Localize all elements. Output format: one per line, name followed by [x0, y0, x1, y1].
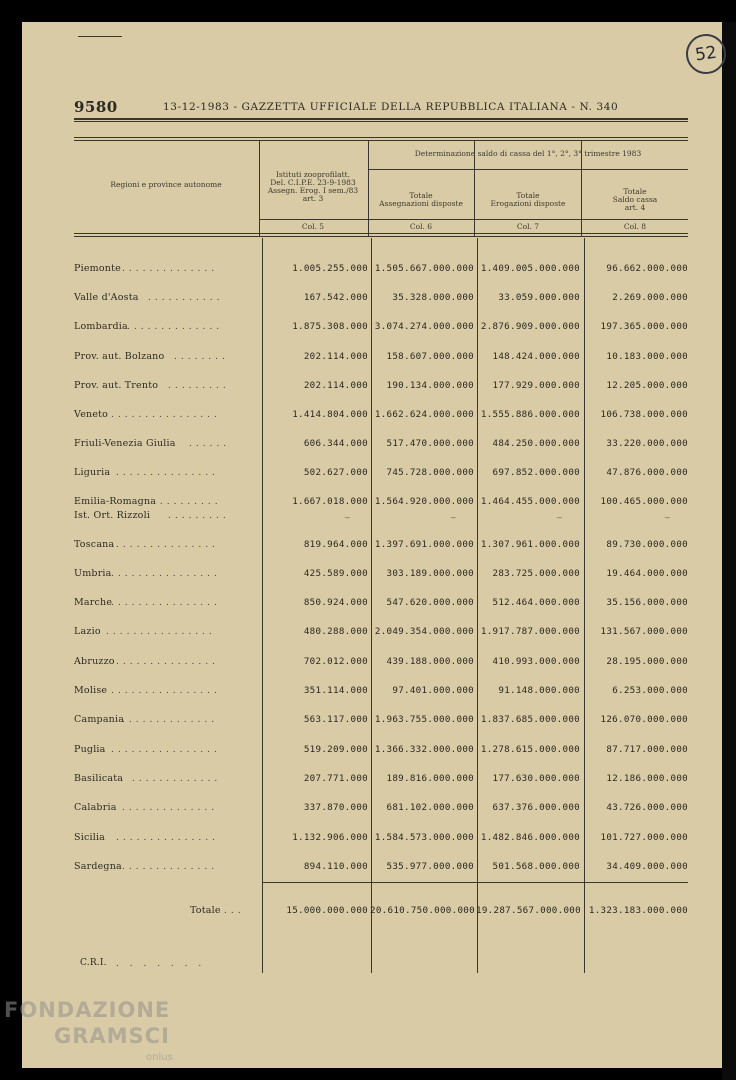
row-leader-dots: ................ [106, 627, 216, 637]
table-cell-c8: 33.220.000.000 [606, 438, 688, 449]
table-cell-c5: 480.288.000 [303, 626, 368, 637]
table-cell-c8: 131.567.000.000 [600, 626, 688, 637]
table-cell-c6: 1.505.667.000.000 [374, 263, 474, 274]
table-cell-c6: 547.620.000.000 [386, 597, 474, 608]
row-leader-dots: ............... [116, 833, 219, 843]
table-cell-c6: 97.401.000.000 [392, 685, 474, 696]
header-bottom-rule [74, 233, 688, 234]
table-cell-c5: 606.344.000 [303, 438, 368, 449]
table-cell-c6: 189.816.000.000 [386, 773, 474, 784]
table-cell-c7: 283.725.000.000 [492, 568, 580, 579]
cri-leader-dots: . . . . . . . [116, 959, 206, 969]
row-leader-dots: ............. [132, 774, 222, 784]
head-rule-thin [74, 121, 688, 122]
table-cell-c7: 1.482.846.000.000 [480, 832, 580, 843]
table-cell-c6: — [450, 513, 456, 522]
table-row-label: Calabria [74, 802, 117, 813]
column-label: Col. 7 [516, 222, 540, 231]
table-cell-c5: 502.627.000 [303, 467, 368, 478]
table-cell-c7: 697.852.000.000 [492, 467, 580, 478]
table-cell-c8: 6.253.000.000 [612, 685, 688, 696]
table-row-label: Prov. aut. Trento [74, 380, 159, 391]
row-leader-dots: ......... [168, 381, 230, 391]
row-leader-dots: ................ [111, 598, 221, 608]
table-cell-c7: 484.250.000.000 [492, 438, 580, 449]
row-leader-dots: ................ [111, 569, 221, 579]
table-row-label: Molise [74, 685, 108, 696]
total-cell-c8: 1.323.183.000.000 [588, 905, 688, 916]
group-header-rule [368, 169, 688, 170]
watermark-line1: FONDAZIONE [4, 998, 171, 1022]
row-leader-dots: ...... [189, 439, 231, 449]
table-row-label: Prov. aut. Bolzano [74, 351, 165, 362]
running-head: 13-12-1983 - GAZZETTA UFFICIALE DELLA REPUBBLICA ITALIANA - N. 340 [163, 101, 619, 113]
table-cell-c6: 35.328.000.000 [392, 292, 474, 303]
table-cell-c8: — [664, 513, 670, 522]
table-cell-c5: 850.924.000 [303, 597, 368, 608]
table-row-label: Sardegna [74, 861, 122, 872]
total-label: Totale [190, 905, 221, 916]
column-divider [262, 238, 263, 973]
table-cell-c5: 819.964.000 [303, 539, 368, 550]
table-cell-c7: 501.568.000.000 [492, 861, 580, 872]
row-leader-dots: ............... [116, 540, 219, 550]
table-cell-c8: 12.205.000.000 [606, 380, 688, 391]
table-cell-c8: 34.409.000.000 [606, 861, 688, 872]
column-label: Col. 6 [409, 222, 433, 231]
table-cell-c6: 517.470.000.000 [386, 438, 474, 449]
table-cell-c7: 177.929.000.000 [492, 380, 580, 391]
table-cell-c8: 12.186.000.000 [606, 773, 688, 784]
row-leader-dots: ........... [148, 293, 224, 303]
table-cell-c5: 351.114.000 [303, 685, 368, 696]
total-cell-c7: 19.287.567.000.000 [476, 905, 581, 916]
total-cell-c6: 20.610.750.000.000 [370, 905, 475, 916]
table-row-label: Basilicata [74, 773, 124, 784]
row-leader-dots: ................ [111, 686, 221, 696]
table-cell-c5: 519.209.000 [303, 744, 368, 755]
table-cell-c5: — [344, 513, 350, 522]
row-leader-dots: ............... [116, 657, 219, 667]
row-leader-dots: .............. [122, 862, 219, 872]
table-row-label: Toscana [74, 539, 115, 550]
table-cell-c6: 1.397.691.000.000 [374, 539, 474, 550]
row-leader-dots: ............... [116, 468, 219, 478]
table-cell-c5: 202.114.000 [303, 351, 368, 362]
table-cell-c7: 1.409.005.000.000 [480, 263, 580, 274]
table-cell-c8: 87.717.000.000 [606, 744, 688, 755]
column-divider [368, 140, 369, 236]
table-cell-c5: 563.117.000 [303, 714, 368, 725]
page-edge-shadow [722, 22, 736, 1080]
table-cell-c5: 1.667.018.000 [292, 496, 368, 507]
table-row-label: Emilia-Romagna [74, 496, 157, 507]
header-col6-line: Assegnazioni disposte [379, 199, 463, 208]
table-cell-c7: 1.307.961.000.000 [480, 539, 580, 550]
table-cell-c6: 1.963.755.000.000 [374, 714, 474, 725]
table-cell-c5: 1.875.308.000 [292, 321, 368, 332]
header-col7-line: Erogazioni disposte [490, 199, 566, 208]
total-leader-dots: ... [224, 906, 245, 916]
column-label: Col. 5 [301, 222, 325, 231]
header-col8-line: art. 4 [624, 203, 646, 212]
table-cell-c8: 197.365.000.000 [600, 321, 688, 332]
table-cell-c8: 19.464.000.000 [606, 568, 688, 579]
table-cell-c8: 96.662.000.000 [606, 263, 688, 274]
row-leader-dots: .............. [122, 264, 219, 274]
table-row-label: Liguria [74, 467, 111, 478]
table-cell-c7: 1.464.455.000.000 [480, 496, 580, 507]
table-top-rule [74, 137, 688, 138]
watermark-line2: GRAMSCI [54, 1024, 170, 1048]
table-row-label: Umbria [74, 568, 112, 579]
table-top-rule-2 [74, 140, 688, 141]
table-cell-c6: 2.049.354.000.000 [374, 626, 474, 637]
page-stamp: 52 [683, 31, 728, 76]
row-leader-dots: .............. [122, 715, 219, 725]
row-leader-dots: ........ [174, 352, 229, 362]
table-cell-c5: 702.012.000 [303, 656, 368, 667]
header-col5-line: Istituti zooprofilatt. [275, 170, 351, 179]
table-cell-c6: 190.134.000.000 [386, 380, 474, 391]
table-cell-c7: 410.993.000.000 [492, 656, 580, 667]
table-cell-c7: 177.630.000.000 [492, 773, 580, 784]
header-col5-line: Del. C.I.P.E. 23-9-1983 [270, 178, 356, 187]
table-cell-c6: 439.188.000.000 [386, 656, 474, 667]
header-col5-line: Assegn. Erog. I sem./83 [267, 186, 359, 195]
table-cell-c6: 3.074.274.000.000 [374, 321, 474, 332]
table-cell-c7: 1.837.685.000.000 [480, 714, 580, 725]
table-row-label: Sicilia [74, 832, 106, 843]
table-row-label: Piemonte [74, 263, 121, 274]
table-cell-c5: 1.005.255.000 [292, 263, 368, 274]
table-cell-c7: 512.464.000.000 [492, 597, 580, 608]
table-cell-c8: 47.876.000.000 [606, 467, 688, 478]
table-cell-c6: 535.977.000.000 [386, 861, 474, 872]
table-row-label: Lazio [74, 626, 101, 637]
watermark-line3: onlus [146, 1052, 173, 1063]
table-cell-c5: 894.110.000 [303, 861, 368, 872]
table-cell-c7: 33.059.000.000 [498, 292, 580, 303]
header-col8-line: Totale [623, 187, 647, 196]
table-row-label: Lombardia [74, 321, 128, 332]
table-cell-c8: 126.070.000.000 [600, 714, 688, 725]
table-cell-c8: 35.156.000.000 [606, 597, 688, 608]
cri-label: C.R.I. [80, 958, 107, 968]
column-label: Col. 8 [623, 222, 647, 231]
header-group: Determinazione saldo di cassa del 1°, 2°, 3° trimestre 1983 [414, 149, 642, 158]
table-cell-c8: 106.738.000.000 [600, 409, 688, 420]
row-leader-dots: .............. [127, 322, 224, 332]
table-row-label: Friuli-Venezia Giulia [74, 438, 176, 449]
table-row-label: Ist. Ort. Rizzoli [74, 510, 151, 521]
total-rule [262, 882, 688, 883]
table-row-label: Campania [74, 714, 125, 725]
head-rule [74, 118, 688, 120]
table-cell-c8: 100.465.000.000 [600, 496, 688, 507]
table-cell-c6: 1.662.624.000.000 [374, 409, 474, 420]
page-number: 9580 [74, 98, 118, 116]
table-cell-c5: 1.414.804.000 [292, 409, 368, 420]
table-cell-c5: 425.589.000 [303, 568, 368, 579]
table-cell-c5: 337.870.000 [303, 802, 368, 813]
table-cell-c6: 1.366.332.000.000 [374, 744, 474, 755]
table-row-label: Abruzzo [74, 656, 115, 667]
row-leader-dots: .......... [153, 497, 222, 507]
table-cell-c8: 10.183.000.000 [606, 351, 688, 362]
table-cell-c7: 148.424.000.000 [492, 351, 580, 362]
table-cell-c6: 681.102.000.000 [386, 802, 474, 813]
table-cell-c7: 1.278.615.000.000 [480, 744, 580, 755]
table-row-label: Marche [74, 597, 113, 608]
header-col8-line: Saldo cassa [612, 195, 658, 204]
table-cell-c8: 89.730.000.000 [606, 539, 688, 550]
table-cell-c6: 745.728.000.000 [386, 467, 474, 478]
table-cell-c7: 1.555.886.000.000 [480, 409, 580, 420]
total-cell-c5: 15.000.000.000 [286, 905, 368, 916]
table-cell-c7: — [556, 513, 562, 522]
table-row-label: Valle d'Aosta [74, 292, 139, 303]
table-cell-c8: 28.195.000.000 [606, 656, 688, 667]
table-cell-c7: 1.917.787.000.000 [480, 626, 580, 637]
header-col7-line: Totale [516, 191, 540, 200]
header-col6-line: Totale [409, 191, 433, 200]
table-cell-c6: 1.584.573.000.000 [374, 832, 474, 843]
table-cell-c5: 167.542.000 [303, 292, 368, 303]
table-cell-c8: 43.726.000.000 [606, 802, 688, 813]
row-leader-dots: ......... [168, 511, 230, 521]
top-mark [78, 36, 122, 37]
row-leader-dots: ................ [111, 745, 221, 755]
table-cell-c6: 158.607.000.000 [386, 351, 474, 362]
table-cell-c6: 1.564.920.000.000 [374, 496, 474, 507]
table-cell-c8: 2.269.000.000 [612, 292, 688, 303]
table-cell-c6: 303.189.000.000 [386, 568, 474, 579]
table-cell-c7: 91.148.000.000 [498, 685, 580, 696]
header-regions: Regioni e province autonome [110, 180, 222, 189]
table-cell-c5: 1.132.906.000 [292, 832, 368, 843]
table-cell-c7: 637.376.000.000 [492, 802, 580, 813]
table-cell-c5: 207.771.000 [303, 773, 368, 784]
row-leader-dots: .............. [122, 803, 219, 813]
header-bottom-rule-2 [74, 236, 688, 237]
table-row-label: Puglia [74, 744, 106, 755]
table-cell-c7: 2.876.909.000.000 [480, 321, 580, 332]
table-cell-c5: 202.114.000 [303, 380, 368, 391]
table-row-label: Veneto [74, 409, 109, 420]
table-cell-c8: 101.727.000.000 [600, 832, 688, 843]
header-col5-line: art. 3 [302, 194, 324, 203]
row-leader-dots: ................ [111, 410, 221, 420]
